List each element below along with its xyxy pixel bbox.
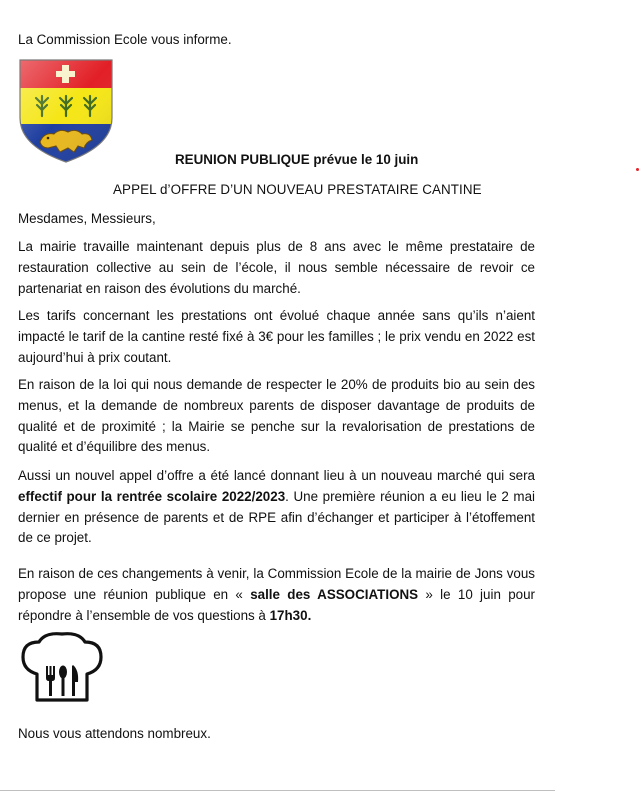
paragraph-4-bold: effectif pour la rentrée scolaire 2022/2023 [18,488,286,504]
paragraph-1: La mairie travaille maintenant depuis plus de 8 ans avec le même prestataire de restauration collective au sein de l’école, il nous semble nécessaire de revoir ce partenariat en raison des évolutions du marché. [18,239,535,296]
paragraph-4-start: Aussi un nouvel appel d’offre a été lancé donnant lieu à un nouveau marché qui sera [18,468,535,483]
meeting-time: 17h30. [269,607,312,623]
red-mark [636,168,639,171]
coat-of-arms [18,58,114,164]
paragraph-4-end: . Une première réunion a eu lieu le 2 mai dernier en présence de parents et de RPE afin d’échanger et participer à l’étoffement de ce projet. [18,488,535,546]
page-divider [0,790,555,791]
heading-date: 10 juin [375,152,419,167]
chef-hat-icon [17,630,107,706]
intro-line: La Commission Ecole vous informe. [18,32,232,47]
heading-text: REUNION PUBLIQUE prévue le [175,152,373,167]
paragraph-5-start: En raison de ces changements à venir, la Commission Ecole de la mairie de Jons vous propose une réunion publique en « [18,566,535,602]
paragraph-5 [18,564,535,626]
salutation: Mesdames, Messieurs, [18,211,156,226]
room-name: salle des ASSOCIATIONS [250,586,419,602]
paragraph-5-mid: » le 10 juin pour répondre à l’ensemble de vos questions à [18,586,536,623]
paragraph-4 [18,466,535,549]
paragraph-3: En raison de la loi qui nous demande de respecter le 20% de produits bio au sein des menus, et la demande de nombreux parents de disposer davantage de produits de qualité et de proximité ; la Mairie se penche sur la revalorisation de prestations de qualité et d’équilibre des menus. [18,377,535,455]
paragraph-2: Les tarifs concernant les prestations ont évolué chaque année sans qu’ils n’aient impacté le tarif de la cantine resté fixé à 3€ pour les familles ; le prix vendu en 2022 est aujourd’hui à prix coutant. [18,308,535,365]
closing-line: Nous vous attendons nombreux. [18,726,211,741]
tender-subheading: APPEL d’OFFRE D’UN NOUVEAU PRESTATAIRE CANTINE [113,182,482,197]
meeting-heading [175,151,418,168]
